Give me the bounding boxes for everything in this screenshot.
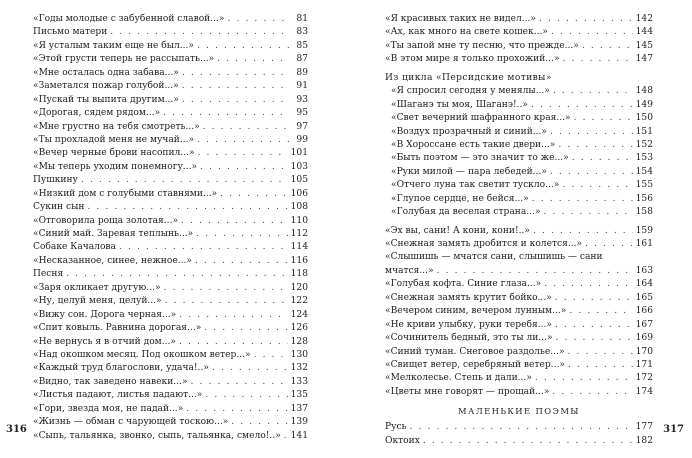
leader-dots bbox=[182, 67, 289, 80]
leader-dots bbox=[164, 282, 288, 295]
toc-entry bbox=[33, 322, 308, 335]
leader-dots bbox=[582, 40, 633, 53]
toc-entry bbox=[33, 174, 308, 187]
toc-entry-title: «Вечер черные брови насопил...» bbox=[33, 148, 195, 159]
leader-dots bbox=[562, 179, 632, 192]
leader-dots bbox=[110, 26, 289, 39]
toc-entry-page: 171 bbox=[635, 359, 653, 370]
toc-entry-title: «Каждый труд благослови, удача!..» bbox=[33, 363, 209, 374]
toc-entry bbox=[33, 295, 308, 308]
toc-entry bbox=[385, 166, 653, 179]
toc-entry-page: 122 bbox=[290, 296, 308, 307]
toc-entry bbox=[33, 67, 308, 80]
toc-entry-page: 118 bbox=[290, 269, 308, 280]
toc-entry-title: «Несказанное, синее, нежное...» bbox=[33, 255, 192, 266]
toc-entry-page: 169 bbox=[635, 333, 653, 344]
leader-dots bbox=[423, 435, 633, 448]
toc-entry-title: мчатся...» bbox=[385, 265, 434, 276]
toc-entry-page: 161 bbox=[635, 239, 653, 249]
leader-dots bbox=[568, 359, 633, 372]
toc-entry-page: 106 bbox=[290, 188, 308, 199]
toc-entry-page: 114 bbox=[290, 242, 308, 253]
toc-entry bbox=[33, 121, 308, 134]
right-page bbox=[346, 0, 692, 458]
leader-dots bbox=[163, 107, 289, 120]
toc-entry bbox=[33, 403, 308, 416]
toc-entry-title: «Отчего луна так светит тускло...» bbox=[391, 180, 560, 191]
toc-entry-title: «Дорогая, сядем рядом...» bbox=[33, 108, 161, 119]
leader-dots bbox=[182, 80, 289, 93]
toc-entry-title: «В этом мире я только прохожий...» bbox=[385, 54, 560, 65]
toc-entry bbox=[385, 152, 653, 165]
toc-entry-title: «Годы молодые с забубенной славой...» bbox=[33, 14, 225, 24]
leader-dots bbox=[179, 309, 287, 322]
toc-entry bbox=[33, 282, 308, 295]
leader-dots bbox=[181, 215, 288, 228]
leader-dots bbox=[550, 126, 633, 139]
toc-entry-title: «Над окошком месяц. Под окошком ветер...» bbox=[33, 349, 251, 360]
toc-entry-page: 182 bbox=[635, 435, 653, 446]
toc-entry-page: 150 bbox=[635, 113, 653, 124]
leader-dots bbox=[200, 161, 288, 174]
leader-dots bbox=[204, 322, 287, 335]
toc-entry bbox=[33, 349, 308, 362]
toc-entry bbox=[385, 85, 653, 98]
toc-entry-title: «Голубая да веселая страна...» bbox=[391, 207, 541, 218]
toc-entry-page: 110 bbox=[290, 215, 308, 226]
leader-dots bbox=[553, 85, 633, 98]
toc-group-top bbox=[385, 13, 653, 67]
toc-entry-title: «Отговорила роща золотая...» bbox=[33, 215, 179, 226]
leader-dots bbox=[568, 346, 633, 359]
toc-entry-title: «Шаганэ ты моя, Шаганэ!..» bbox=[391, 99, 528, 110]
leader-dots bbox=[165, 295, 288, 308]
toc-entry-page: 156 bbox=[635, 193, 653, 204]
toc-entry-page: 97 bbox=[296, 121, 308, 132]
toc-entry bbox=[33, 147, 308, 160]
toc-entry bbox=[385, 126, 653, 139]
toc-entry bbox=[385, 278, 653, 291]
toc-entry-wrapped-line2 bbox=[385, 265, 653, 278]
toc-entry-title: Сукин сын bbox=[33, 202, 85, 213]
toc-entry-page: 130 bbox=[290, 349, 308, 360]
toc-entry bbox=[33, 241, 308, 254]
toc-entry-title: «Ты запой мне ту песню, что прежде...» bbox=[385, 40, 579, 51]
toc-entry bbox=[33, 268, 308, 281]
toc-entry bbox=[33, 80, 308, 93]
toc-entry-page: 137 bbox=[290, 403, 308, 414]
toc-entry-title: «Ах, как много на свете кошек...» bbox=[385, 27, 548, 38]
leader-dots bbox=[563, 53, 633, 66]
leader-dots bbox=[555, 292, 633, 305]
leader-dots bbox=[539, 13, 633, 26]
toc-entry bbox=[33, 362, 308, 375]
toc-entry-title: «Пускай ты выпита другим...» bbox=[33, 94, 179, 105]
leader-dots bbox=[197, 40, 289, 53]
toc-entry-title: «Мне грустно на тебя смотреть...» bbox=[33, 121, 200, 132]
toc-entry-page: 135 bbox=[290, 390, 308, 401]
toc-entry-title: «Я усталым таким еще не был...» bbox=[33, 40, 195, 51]
leader-dots bbox=[196, 228, 287, 241]
toc-entry-page: 105 bbox=[290, 175, 308, 186]
toc-entry bbox=[33, 13, 308, 26]
leader-dots bbox=[558, 139, 632, 152]
toc-entry-page: 83 bbox=[296, 27, 308, 38]
toc-entry-title: «Синий туман. Снеговое раздолье...» bbox=[385, 346, 565, 357]
leader-dots bbox=[585, 238, 633, 251]
toc-entry-page: 85 bbox=[296, 40, 308, 51]
toc-entry-page: 103 bbox=[290, 161, 308, 172]
toc-entry-title: «Мелколесье. Степь и дали...» bbox=[385, 373, 532, 384]
toc-group-end bbox=[385, 278, 653, 399]
leader-dots bbox=[220, 188, 287, 201]
leader-dots bbox=[119, 241, 288, 254]
toc-entry-title: «Заметался пожар голубой...» bbox=[33, 81, 179, 92]
toc-entry-page: 120 bbox=[290, 282, 308, 293]
section-title: МАЛЕНЬКИЕ ПОЭМЫ bbox=[458, 406, 580, 417]
toc-entry-title: «Жизнь — обман с чарующей тоскою...» bbox=[33, 417, 229, 428]
toc-entry-page: 112 bbox=[290, 229, 308, 239]
toc-entry-page: 87 bbox=[296, 54, 308, 65]
toc-entry bbox=[385, 359, 653, 372]
toc-entry bbox=[33, 134, 308, 147]
toc-entry-title: «Листья падают, листья падают...» bbox=[33, 390, 203, 401]
toc-entry-page: 155 bbox=[635, 180, 653, 191]
toc-entry-page: 151 bbox=[635, 126, 653, 137]
toc-entry-title: «Снежная замять дробится и колется...» bbox=[385, 239, 583, 249]
toc-entry-title: «Я спросил сегодня у менялы...» bbox=[391, 86, 550, 97]
toc-entry bbox=[385, 292, 653, 305]
leader-dots bbox=[231, 416, 287, 429]
toc-entry-title: «Голубая кофта. Синие глаза...» bbox=[385, 279, 542, 290]
toc-entry-title: «В Хороссане есть такие двери...» bbox=[391, 139, 556, 150]
toc-entry bbox=[33, 40, 308, 53]
toc-entry-page: 133 bbox=[290, 376, 308, 387]
toc-entry-title: «Снежная замять крутит бойко...» bbox=[385, 292, 552, 303]
toc-entry-page: 172 bbox=[635, 373, 653, 384]
toc-entry-page: 164 bbox=[635, 279, 653, 290]
toc-entry-page: 166 bbox=[635, 306, 653, 317]
toc-entry-title: «Сыпь, тальянка, звонко, сыпь, тальянка, смело!..» bbox=[33, 430, 281, 441]
toc-entry bbox=[33, 161, 308, 174]
toc-entry-title: Русь bbox=[385, 422, 407, 433]
toc-entry bbox=[33, 336, 308, 349]
toc-entry bbox=[385, 319, 653, 332]
toc-group-cycle bbox=[385, 85, 653, 219]
leader-dots bbox=[551, 26, 633, 39]
toc-entry-page: 145 bbox=[635, 40, 653, 51]
cycle-title: Из цикла «Персидские мотивы» bbox=[385, 72, 552, 83]
toc-entry bbox=[385, 346, 653, 359]
toc-entry bbox=[33, 430, 308, 443]
toc-entry bbox=[33, 201, 308, 214]
toc-entry-title: «Видно, так заведено навеки...» bbox=[33, 376, 188, 387]
toc-entry-title: «Я красивых таких не видел...» bbox=[385, 14, 536, 24]
toc-entry-title: Пушкину bbox=[33, 175, 78, 186]
toc-entry-page: 159 bbox=[635, 225, 653, 236]
leader-dots bbox=[198, 147, 288, 160]
toc-entry-title: «Цветы мне говорят — прощай...» bbox=[385, 386, 550, 397]
toc-entry-page: 81 bbox=[296, 14, 308, 24]
toc-entry bbox=[385, 238, 653, 251]
leader-dots bbox=[227, 13, 289, 26]
toc-entry-title: «Не вернусь я в отчий дом...» bbox=[33, 336, 176, 347]
toc-entry-title: «Спит ковыль. Равнина дорогая...» bbox=[33, 323, 202, 334]
toc-entry bbox=[385, 305, 653, 318]
toc-entry-title: «Синий май. Заревая теплынь...» bbox=[33, 229, 194, 239]
leader-dots bbox=[284, 430, 288, 443]
toc-entry-page: 101 bbox=[290, 148, 308, 159]
toc-entry-page: 142 bbox=[635, 14, 653, 24]
toc-entry-title: «Вижу сон. Дорога черная...» bbox=[33, 309, 177, 320]
leader-dots bbox=[532, 193, 633, 206]
toc-entry bbox=[385, 372, 653, 385]
toc-entry bbox=[33, 255, 308, 268]
toc-entry bbox=[385, 206, 653, 219]
leader-dots bbox=[555, 319, 633, 332]
toc-entry bbox=[385, 435, 653, 448]
toc-entry-page: 95 bbox=[296, 108, 308, 119]
toc-entry-title: «Сочинитель бедный, это ты ли...» bbox=[385, 333, 553, 344]
toc-entry bbox=[33, 107, 308, 120]
leader-dots bbox=[191, 376, 288, 389]
leader-dots bbox=[535, 372, 633, 385]
toc-entry-page: 170 bbox=[635, 346, 653, 357]
toc-entry-title: «Низкий дом с голубыми ставнями...» bbox=[33, 188, 218, 199]
toc-entry bbox=[33, 389, 308, 402]
toc-entry-title: «Глупое сердце, не бейся...» bbox=[391, 193, 529, 204]
leader-dots bbox=[552, 386, 632, 399]
leader-dots bbox=[182, 94, 289, 107]
toc-entry bbox=[385, 53, 653, 66]
toc-entry bbox=[385, 40, 653, 53]
leader-dots bbox=[544, 278, 632, 291]
toc-entry-page: 99 bbox=[296, 134, 308, 145]
toc-entry-page: 124 bbox=[290, 309, 308, 320]
leader-dots bbox=[550, 166, 633, 179]
toc-entry-title: «Гори, звезда моя, не падай...» bbox=[33, 403, 184, 414]
toc-entry bbox=[33, 53, 308, 66]
leader-dots bbox=[437, 265, 633, 278]
toc-entry-page: 126 bbox=[290, 323, 308, 334]
leader-dots bbox=[574, 112, 633, 125]
toc-entry-title: «Мне осталась одна забава...» bbox=[33, 67, 179, 78]
toc-group-after bbox=[385, 225, 653, 252]
toc-entry-page: 148 bbox=[635, 86, 653, 97]
toc-entry-page: 139 bbox=[290, 417, 308, 428]
toc-group-poems bbox=[385, 421, 653, 448]
leader-dots bbox=[533, 225, 633, 238]
leader-dots bbox=[179, 336, 288, 349]
toc-entry-title: «Этой грусти теперь не рассыпать...» bbox=[33, 54, 215, 65]
toc-entry-page: 128 bbox=[290, 336, 308, 347]
leader-dots bbox=[254, 349, 288, 362]
toc-entry bbox=[385, 421, 653, 434]
toc-entry-page: 93 bbox=[296, 94, 308, 105]
toc-entry-title: Собаке Качалова bbox=[33, 242, 116, 253]
toc-entry-title: «Слышишь — мчатся сани, слышишь — сани bbox=[385, 252, 603, 263]
toc-entry bbox=[33, 188, 308, 201]
left-page-number: 316 bbox=[6, 424, 27, 435]
right-toc-list bbox=[385, 13, 653, 448]
toc-entry bbox=[33, 26, 308, 39]
toc-entry bbox=[385, 225, 653, 238]
toc-entry bbox=[385, 193, 653, 206]
toc-entry-title: «Руки милой — пара лебедей...» bbox=[391, 166, 547, 177]
toc-entry-page: 147 bbox=[635, 54, 653, 65]
leader-dots bbox=[556, 332, 633, 345]
toc-entry-page: 116 bbox=[290, 255, 308, 266]
toc-entry-title: «Воздух прозрачный и синий...» bbox=[391, 126, 547, 137]
toc-entry bbox=[33, 416, 308, 429]
leader-dots bbox=[572, 152, 633, 165]
toc-entry bbox=[385, 26, 653, 39]
toc-entry-page: 108 bbox=[290, 202, 308, 213]
leader-dots bbox=[205, 389, 287, 402]
left-toc-list bbox=[33, 13, 308, 443]
toc-entry bbox=[385, 99, 653, 112]
leader-dots bbox=[66, 268, 287, 281]
toc-entry-title: «Быть поэтом — это значит то же...» bbox=[391, 153, 569, 164]
toc-entry-wrapped-line1 bbox=[385, 251, 653, 264]
toc-entry-title: «Свищет ветер, серебряный ветер...» bbox=[385, 359, 565, 370]
toc-entry bbox=[33, 228, 308, 241]
leader-dots bbox=[81, 174, 288, 187]
toc-entry-page: 132 bbox=[290, 363, 308, 374]
toc-entry-page: 149 bbox=[635, 99, 653, 110]
toc-entry-title: «Свет вечерний шафранного края...» bbox=[391, 113, 571, 124]
toc-entry bbox=[385, 13, 653, 26]
toc-entry-title: Песня bbox=[33, 269, 64, 280]
toc-entry bbox=[33, 215, 308, 228]
toc-entry-page: 91 bbox=[296, 81, 308, 92]
leader-dots bbox=[212, 362, 288, 375]
toc-entry-page: 158 bbox=[635, 207, 653, 218]
leader-dots bbox=[569, 305, 632, 318]
toc-entry-page: 177 bbox=[635, 422, 653, 433]
toc-entry bbox=[385, 179, 653, 192]
leader-dots bbox=[197, 134, 289, 147]
toc-entry-title: «Не криви улыбку, руки теребя...» bbox=[385, 319, 552, 330]
toc-entry-page: 152 bbox=[635, 139, 653, 150]
leader-dots bbox=[195, 255, 288, 268]
toc-entry-page: 141 bbox=[290, 430, 308, 441]
toc-entry-title: «Ну, целуй меня, целуй...» bbox=[33, 296, 162, 307]
leader-dots bbox=[531, 99, 633, 112]
toc-entry bbox=[385, 139, 653, 152]
toc-entry bbox=[385, 386, 653, 399]
toc-entry-page: 167 bbox=[635, 319, 653, 330]
toc-entry-page: 165 bbox=[635, 292, 653, 303]
toc-entry bbox=[385, 112, 653, 125]
toc-entry-page: 144 bbox=[635, 27, 653, 38]
toc-entry bbox=[33, 309, 308, 322]
toc-entry-title: «Заря окликает другую...» bbox=[33, 282, 161, 293]
leader-dots bbox=[203, 121, 289, 134]
leader-dots bbox=[410, 421, 633, 434]
toc-entry-title: «Вечером синим, вечером лунным...» bbox=[385, 306, 567, 317]
leader-dots bbox=[217, 53, 289, 66]
toc-entry bbox=[385, 332, 653, 345]
toc-entry-page: 174 bbox=[635, 386, 653, 397]
right-page-number: 317 bbox=[663, 424, 684, 435]
toc-entry-title: «Мы теперь уходим понемногу...» bbox=[33, 161, 198, 172]
toc-entry-title: «Эх вы, сани! А кони, кони!..» bbox=[385, 225, 530, 236]
toc-entry bbox=[33, 376, 308, 389]
toc-entry-title: Письмо матери bbox=[33, 27, 108, 38]
toc-entry-page: 163 bbox=[635, 265, 653, 276]
leader-dots bbox=[186, 403, 287, 416]
toc-entry-page: 154 bbox=[635, 166, 653, 177]
toc-entry-title: «Ты прохладой меня не мучай...» bbox=[33, 134, 195, 145]
toc-entry-page: 153 bbox=[635, 153, 653, 164]
toc-entry-title: Октоих bbox=[385, 435, 420, 446]
leader-dots bbox=[544, 206, 633, 219]
toc-entry bbox=[33, 94, 308, 107]
leader-dots bbox=[87, 201, 287, 214]
toc-entry-page: 89 bbox=[296, 67, 308, 78]
